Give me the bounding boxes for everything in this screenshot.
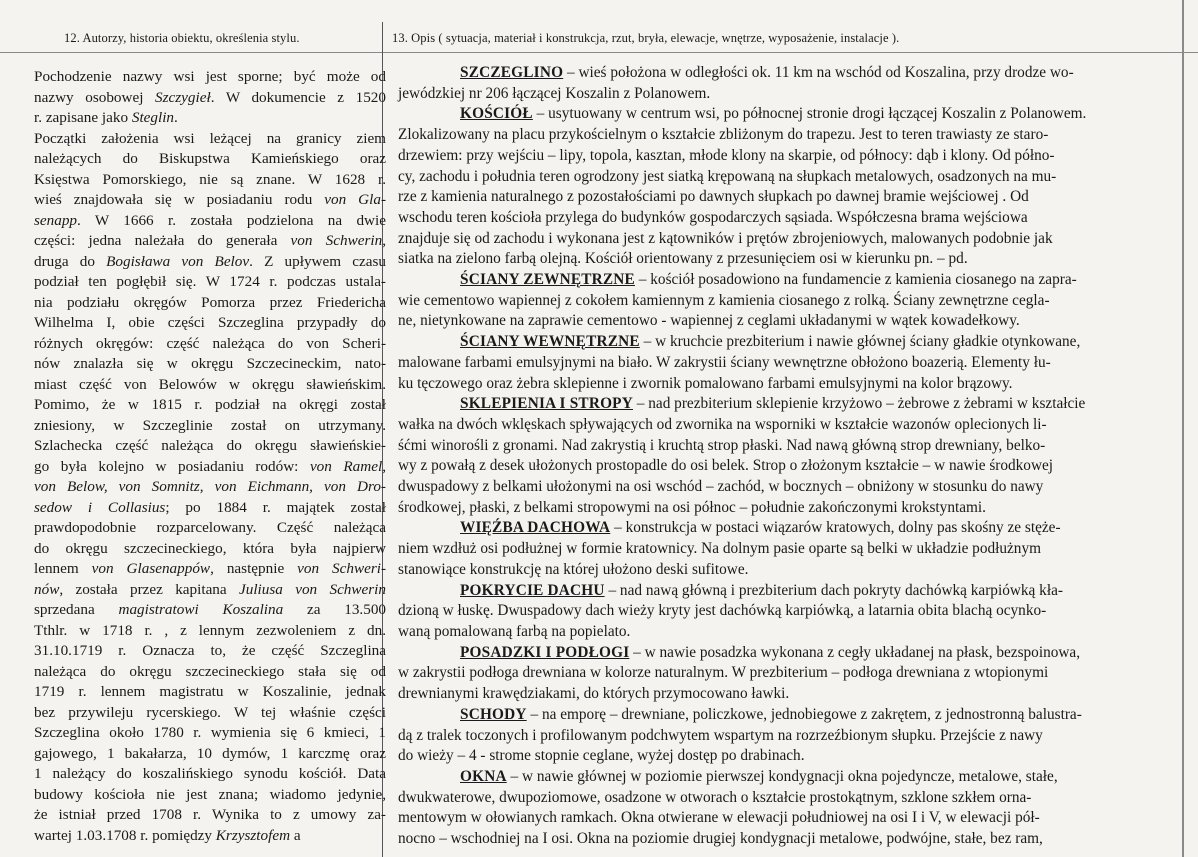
history-line: Szczeglina około 1780 r. wymienia się 6 kmieci, 1 — [34, 724, 386, 741]
history-line: r. zapisane jako Steglin. — [34, 109, 178, 126]
description-line — [398, 829, 1158, 850]
description-line — [398, 746, 1158, 767]
description-text: cy, zachodu i południa teren ogrodzony jest siatką krępowaną na słupkach metalowych, osadzonych na mu- — [398, 167, 1057, 185]
section-heading-line — [398, 270, 1158, 291]
description-text: śćmi winorośli z gronami. Nad zakrystią i kruchtą strop płaski. Nad nawą główną strop drewniany, belko- — [398, 436, 1046, 454]
history-line: budowy kościoła nie jest znana; wiadomo jedynie, — [34, 785, 386, 803]
description-line — [398, 146, 1158, 167]
description-text: – w nawie głównej w poziomie pierwszej kondygnacji okna pojedyncze, metalowe, stałe, — [506, 767, 1058, 785]
history-line: Księstwa Pomorskiego, nie są znane. W 1628 r. — [34, 170, 386, 188]
history-line: von Below, von Somnitz, von Eichmann, von Dro- — [34, 478, 386, 495]
description-text: – wieś położona w odległości ok. 11 km na wschód od Koszalina, przy drodze wo- — [563, 64, 1074, 81]
history-line: lennem von Glasenappów, następnie von Schweri- — [34, 560, 387, 577]
description-text: rze z kamienia naturalnego z pozostałościami po dawnych słupkach po dawnej bramie wejściowej . Od — [398, 188, 1029, 206]
right-column-header: 13. Opis ( sytuacja, materiał i konstrukcja, rzut, bryła, elewacje, wnętrze, wyposażenie, instalacje ). — [392, 31, 900, 45]
history-line: gajowego, 1 bakałarza, 10 dymów, 1 karczmę oraz — [34, 744, 386, 762]
history-line: nia podziału okręgów Pomorza przez Friedericha — [34, 293, 386, 311]
page-edge — [1182, 0, 1184, 857]
description-text: siatka na zielono farbą olejną. Kościół orientowany z przesunięciem osi w kierunku pn. – pd. — [398, 250, 968, 268]
history-line: nów, została przez kapitana Juliusa von Schwerin — [34, 580, 386, 598]
description-line — [398, 374, 1158, 395]
history-line: zniesiony, w Szczeglinie został on utrzymany. — [34, 416, 386, 434]
history-line: bez przywileju rycerskiego. W tej właśnie części — [34, 703, 386, 721]
history-line: do okręgu szczecineckiego, która była najpierw — [34, 539, 386, 557]
description-text: wie cementowo wapiennej z cokołem kamiennym z kamienia ciosanego z rolką. Ściany zewnętrzne cegla- — [398, 291, 1050, 309]
section-heading-line — [398, 63, 1158, 84]
description-text: do wieży – 4 - strome stopnie ceglane, wyżej dostęp po drabinach. — [398, 747, 805, 765]
description-text: wy z powałą z desek ułożonych prostopadle do osi belek. Strop o złożonym kształcie – w nawie środkowej — [398, 457, 1054, 475]
description-line — [398, 726, 1158, 747]
history-line: należąca do okręgu szczecineckiego stała się od — [34, 662, 386, 680]
history-line: druga do Bogisława von Belov. Z upływem czasu — [34, 252, 386, 270]
description-text: – nad prezbiterium sklepienie krzyżowo – żebrowe z żebrami w kształcie — [632, 395, 1086, 413]
section-heading-line — [398, 394, 1158, 415]
description-text: Zlokalizowany na placu przykościelnym o kształcie zbliżonym do trapezu. Jest to teren trawiasty ze staro- — [398, 126, 1049, 144]
description-column — [398, 63, 1158, 850]
description-text: mentowym w ołowianych ramkach. Okna otwierane w elewacji południowej na osi I i V, w elewacji pół- — [398, 809, 1040, 827]
description-text: dwuspadowy z belkami ułożonymi na osi wschód – zachód, w bocznych – obniżony w stosunku do nawy — [398, 478, 1044, 496]
history-line: 31.10.1719 r. Oznacza to, że część Szczeglina — [34, 642, 386, 659]
description-line — [398, 498, 1158, 519]
section-heading: SKLEPIENIA I STROPY — [460, 395, 633, 413]
description-line — [398, 415, 1158, 436]
section-heading-line — [398, 705, 1158, 726]
description-text: – na emporę – drewniane, policzkowe, jednobiegowe z zakrętem, z jednostronną balustra- — [526, 705, 1082, 723]
description-line — [398, 436, 1158, 457]
section-heading: SZCZEGLINO — [460, 64, 564, 81]
history-line: wieś znajdowała się w posiadaniu rodu von Gla- — [34, 191, 386, 208]
history-line: nów znalazła się w okręgu Szczecineckim, nato- — [34, 355, 386, 372]
description-text: – kościół posadowiono na fundamencie z kamienia ciosanego na zapra- — [634, 271, 1077, 289]
description-line — [398, 125, 1158, 146]
section-heading-line — [398, 767, 1158, 788]
description-line — [398, 291, 1158, 312]
history-line: Tthlr. w 1718 r. , z lennym zezwoleniem z dn. — [34, 621, 386, 639]
description-text: drzewiem: przy wejściu – lipy, topola, kasztan, młode klony na skarpie, od północy: dąb i klony. Od półno- — [398, 146, 1055, 164]
description-line — [398, 311, 1158, 332]
description-text: – w nawie posadzka wykonana z cegły układanej na płask, bezspoinowa, — [629, 643, 1081, 661]
history-line: wartej 1.03.1708 r. pomiędzy Krzysztofem a — [34, 826, 301, 844]
section-heading-line — [398, 518, 1158, 539]
history-line: go była kolejno w posiadaniu rodów: von Ramel, — [34, 457, 387, 475]
section-heading: POKRYCIE DACHU — [460, 581, 605, 599]
description-line — [398, 229, 1158, 250]
section-heading-line — [398, 643, 1158, 664]
description-text: jewódzkiej nr 206 łączącej Koszalin z Polanowem. — [398, 84, 711, 102]
history-line: Pochodzenie nazwy wsi jest sporne; być może od — [34, 68, 386, 85]
description-text: – usytuowany w centrum wsi, po północnej stronie drogi łączącej Koszalin z Polanowem. — [532, 105, 1087, 123]
history-line: sedow i Collasius; po 1884 r. majątek został — [34, 498, 386, 516]
description-line — [398, 353, 1158, 374]
description-line — [398, 808, 1158, 829]
description-line — [398, 249, 1158, 270]
history-line: sprzedana magistratowi Koszalina za 13.500 — [34, 601, 387, 618]
history-line: podział ten pogłębił się. W 1724 r. podczas ustala- — [34, 273, 386, 290]
description-line — [398, 663, 1158, 684]
description-text: waną pomalowaną farbą na popielato. — [398, 622, 631, 640]
history-line: Pomimo, że w 1815 r. podział na okręgi został — [34, 396, 386, 413]
header-rule — [0, 52, 1198, 53]
description-line — [398, 622, 1158, 643]
history-line: części: jedna należała do generała von Schwerin, — [34, 232, 386, 249]
description-text: dą z tralek toczonych i profilowanym podchwytem wspartym na rozrzeźbionym słupku. Przejście z nawy — [398, 726, 1043, 744]
description-text: wschodu teren kościoła przylega do budynków gospodarczych sąsiada. Współczesna brama wejściowa — [398, 208, 1028, 226]
description-text: w zakrystii podłoga drewniana w kolorze naturalnym. W prezbiterium – podłoga drewniana z wtopionymi — [398, 664, 1049, 682]
history-line: 1719 r. lennem magistratu w Koszalinie, jednak — [34, 683, 386, 700]
description-text: znajduje się od zachodu i wykonana jest z kątowników i prętów zbrojeniowych, malowanych podobnie jak — [398, 229, 1053, 247]
description-line — [398, 84, 1158, 105]
description-line — [398, 208, 1158, 229]
history-line: nazwy osobowej Szczygieł. W dokumencie z 1520 — [34, 88, 386, 106]
description-line — [398, 477, 1158, 498]
description-line — [398, 788, 1158, 809]
description-text: – konstrukcja w postaci wiązarów kratowych, dolny pas skośny ze stęże- — [610, 519, 1061, 537]
description-text: niem wzdłuż osi podłużnej w formie kratownicy. Na dolnym pasie oparte są belki w układzie podłużnym — [398, 540, 1042, 558]
description-line — [398, 187, 1158, 208]
left-column-header: 12. Autorzy, historia obiektu, określenia stylu. — [64, 31, 300, 45]
description-text: dzioną w łuskę. Dwuspadowy dach wieży kryty jest dachówką karpiówką, a latarnia obita blachą ocynko- — [398, 602, 1047, 620]
history-line: Początki założenia wsi leżącej na granicy ziem — [34, 129, 386, 147]
description-text: ne, nietynkowane na zaprawie cementowo - wapiennej z ceglami układanymi w wątek kowadełkowy. — [398, 312, 1020, 330]
section-heading-line — [398, 332, 1158, 353]
description-text: dwukwaterowe, dwupoziomowe, osadzone w otworach o kształcie prostokątnym, szklone szkłem orna- — [398, 788, 1032, 806]
description-text: środkowej, płaski, z belkami stropowymi na osi północ – południe zakończonymi krokstyntami. — [398, 498, 986, 516]
history-line: miast część von Belowów w okręgu sławieńskim. — [34, 375, 386, 393]
description-text: malowane farbami emulsyjnymi na biało. W zakrystii ściany wewnętrzne obłożono boazerią. Elementy łu- — [398, 353, 1051, 371]
description-line — [398, 560, 1158, 581]
history-line: że istniał przed 1708 r. Wynika to z umowy za- — [34, 806, 386, 823]
description-text: – w kruchcie prezbiterium i nawie głównej ściany gładkie otynkowane, — [639, 333, 1081, 351]
section-heading-line — [398, 104, 1158, 125]
section-heading-line — [398, 581, 1158, 602]
section-heading: KOŚCIÓŁ — [460, 105, 533, 123]
description-text: stanowiące konstrukcję na której ułożono deski sufitowe. — [398, 560, 749, 578]
description-line — [398, 684, 1158, 705]
description-line — [398, 167, 1158, 188]
section-heading: WIĘŹBA DACHOWA — [460, 519, 611, 537]
history-line: Wilhelma I, obie części Szczeglina przypadły do — [34, 314, 386, 331]
history-line: różnych okręgów: część należąca do von Scheri- — [34, 334, 386, 352]
history-line: Szlachecka część należąca do okręgu sławieńskie- — [34, 437, 386, 454]
history-column — [34, 67, 386, 846]
section-heading: SCHODY — [460, 705, 527, 723]
description-text: drewnianymi krawędziakami, do których przymocowano ławki. — [398, 685, 790, 703]
history-line: prawdopodobnie rozparcelowany. Część należąca — [34, 519, 386, 536]
history-line: senapp. W 1666 r. została podzielona na dwie — [34, 211, 386, 229]
section-heading: POSADZKI I PODŁOGI — [460, 643, 630, 661]
description-text: ku tęczowego oraz żebra sklepienne i zwornik pomalowano farbami emulsyjnymi na kolor brązowy. — [398, 374, 1013, 392]
history-line: należących do Biskupstwa Kamieńskiego oraz — [34, 150, 386, 167]
history-line: 1 należący do koszalińskiego synodu kościół. Data — [34, 765, 386, 782]
description-line — [398, 539, 1158, 560]
section-heading: OKNA — [460, 767, 507, 785]
description-line — [398, 601, 1158, 622]
description-text: wałka na dwóch wklęskach spływających od zwornika na wsporniki w kształcie wazonów oplecionych li- — [398, 415, 1047, 433]
description-text: nocno – wschodniej na I osi. Okna na poziomie drugiej kondygnacji metalowe, podwójne, stałe, bez ram, — [398, 830, 1043, 848]
description-line — [398, 456, 1158, 477]
section-heading: ŚCIANY ZEWNĘTRZNE — [460, 271, 635, 289]
description-text: – nad nawą główną i prezbiterium dach pokryty dachówką karpiówką kła- — [604, 581, 1063, 599]
section-heading: ŚCIANY WEWNĘTRZNE — [460, 333, 640, 351]
